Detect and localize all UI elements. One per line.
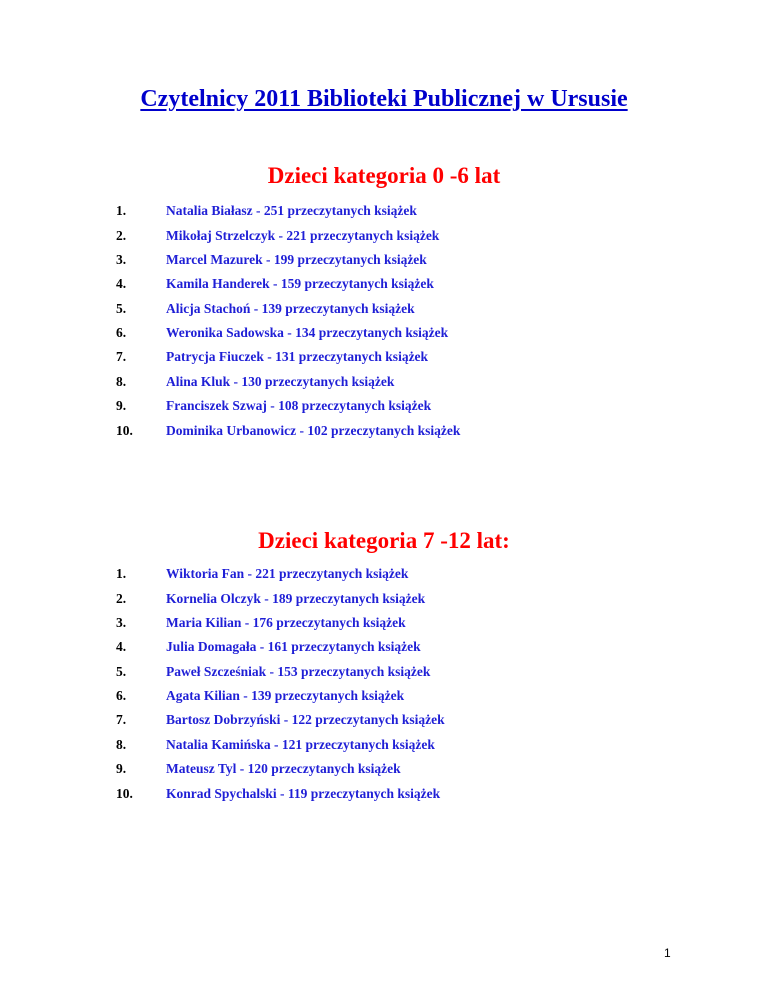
- item-number: 9.: [116, 761, 127, 776]
- page-title: Czytelnicy 2011 Biblioteki Publicznej w Ursusie: [140, 86, 628, 112]
- item-text: Agata Kilian - 139 przeczytanych książek: [166, 688, 405, 703]
- item-number: 8.: [116, 737, 127, 752]
- item-number: 3.: [116, 615, 127, 630]
- item-text: Natalia Kamińska - 121 przeczytanych książek: [166, 737, 435, 752]
- item-text: Weronika Sadowska - 134 przeczytanych książek: [166, 325, 449, 340]
- item-number: 9.: [116, 398, 127, 413]
- item-number: 8.: [116, 374, 127, 389]
- item-number: 6.: [116, 688, 127, 703]
- item-number: 2.: [116, 228, 127, 243]
- item-text: Julia Domagała - 161 przeczytanych książek: [166, 639, 421, 654]
- item-number: 5.: [116, 664, 127, 679]
- item-number: 2.: [116, 591, 127, 606]
- item-text: Marcel Mazurek - 199 przeczytanych książek: [166, 252, 427, 267]
- item-text: Mateusz Tyl - 120 przeczytanych książek: [166, 761, 401, 776]
- item-number: 4.: [116, 639, 127, 654]
- item-text: Kornelia Olczyk - 189 przeczytanych książek: [166, 591, 426, 606]
- item-text: Paweł Szcześniak - 153 przeczytanych książek: [166, 664, 431, 679]
- item-number: 7.: [116, 349, 127, 364]
- item-text: Alicja Stachoń - 139 przeczytanych książek: [166, 301, 415, 316]
- item-number: 10.: [116, 423, 133, 438]
- item-text: Patrycja Fiuczek - 131 przeczytanych książek: [166, 349, 429, 364]
- item-text: Wiktoria Fan - 221 przeczytanych książek: [166, 566, 409, 581]
- item-text: Mikołaj Strzelczyk - 221 przeczytanych książek: [166, 228, 440, 243]
- section-heading-0-6: Dzieci kategoria 0 -6 lat: [267, 163, 501, 188]
- item-number: 3.: [116, 252, 127, 267]
- item-text: Bartosz Dobrzyński - 122 przeczytanych książek: [166, 712, 445, 727]
- item-text: Natalia Białasz - 251 przeczytanych książek: [166, 203, 417, 218]
- item-text: Maria Kilian - 176 przeczytanych książek: [166, 615, 406, 630]
- item-number: 7.: [116, 712, 127, 727]
- item-number: 1.: [116, 566, 127, 581]
- item-text: Konrad Spychalski - 119 przeczytanych książek: [166, 786, 441, 801]
- item-text: Kamila Handerek - 159 przeczytanych książek: [166, 276, 434, 291]
- item-number: 6.: [116, 325, 127, 340]
- item-text: Franciszek Szwaj - 108 przeczytanych książek: [166, 398, 432, 413]
- section-heading-7-12: Dzieci kategoria 7 -12 lat:: [258, 528, 510, 553]
- item-text: Dominika Urbanowicz - 102 przeczytanych książek: [166, 423, 461, 438]
- item-number: 4.: [116, 276, 127, 291]
- item-number: 10.: [116, 786, 133, 801]
- item-text: Alina Kluk - 130 przeczytanych książek: [166, 374, 395, 389]
- page-number: 1: [664, 946, 671, 960]
- item-number: 1.: [116, 203, 127, 218]
- item-number: 5.: [116, 301, 127, 316]
